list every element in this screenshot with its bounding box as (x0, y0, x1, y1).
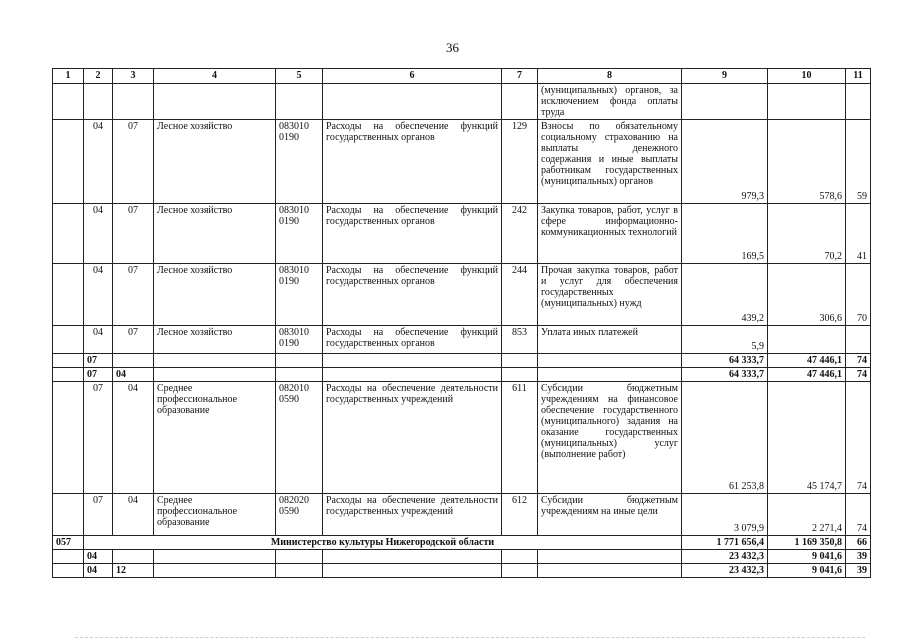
cell-target-article-name: Расходы на обеспечение деятельности государственных учреждений (323, 382, 502, 494)
cell-expense-type-name (538, 354, 682, 368)
cell-empty (502, 564, 538, 578)
cell-section-name: Лесное хозяйство (154, 326, 276, 354)
cell-target-article-name: Расходы на обеспечение функций государственных органов (323, 120, 502, 204)
cell-percent: 39 (846, 550, 871, 564)
cell-section-code (53, 264, 84, 326)
cell-section-name: Среднее профессиональное образование (154, 494, 276, 536)
header-cell: 8 (538, 69, 682, 84)
cell-target-article (276, 84, 323, 120)
cell-plan-amount: 169,5 (682, 204, 768, 264)
cell-expense-type-name: Субсидии бюджетным учреждениям на финансовое обеспечение государственного (муниципального) задания на оказание государственных (муниципальных) услуг (выполнение работ) (538, 382, 682, 494)
cell-section-name: Среднее профессиональное образование (154, 382, 276, 494)
cell-plan-amount: 64 333,7 (682, 354, 768, 368)
cell-section-name (154, 368, 276, 382)
cell-section-name: Лесное хозяйство (154, 204, 276, 264)
cell-actual-amount: 9 041,6 (768, 564, 846, 578)
cell-actual-amount: 45 174,7 (768, 382, 846, 494)
cell-section: 07 (84, 382, 113, 494)
cell-empty (323, 550, 502, 564)
cell-percent: 74 (846, 382, 871, 494)
cell-plan-amount: 439,2 (682, 264, 768, 326)
header-cell: 10 (768, 69, 846, 84)
cell-expense-type: 853 (502, 326, 538, 354)
cell-subsection: 04 (113, 494, 154, 536)
cell-target-article: 082020 0590 (276, 494, 323, 536)
cell-empty (502, 550, 538, 564)
cell-empty (53, 564, 84, 578)
cell-section: 04 (84, 204, 113, 264)
cell-section: 07 (84, 368, 113, 382)
cell-subsection: 12 (113, 564, 154, 578)
cell-subsection: 07 (113, 264, 154, 326)
header-cell: 4 (154, 69, 276, 84)
cell-actual-amount: 47 446,1 (768, 368, 846, 382)
cell-expense-type-name: Прочая закупка товаров, работ и услуг для обеспечения государственных (муниципальных) нужд (538, 264, 682, 326)
cell-expense-type (502, 84, 538, 120)
table-row (53, 84, 871, 120)
cell-actual-amount: 70,2 (768, 204, 846, 264)
cell-empty (323, 564, 502, 578)
cell-percent: 74 (846, 368, 871, 382)
cell-section: 07 (84, 494, 113, 536)
cell-empty (276, 564, 323, 578)
cell-percent: 74 (846, 354, 871, 368)
cell-percent: 59 (846, 120, 871, 204)
cell-section-code (53, 354, 84, 368)
cell-section-code (53, 382, 84, 494)
cell-section-code (53, 204, 84, 264)
cell-section-code (53, 494, 84, 536)
cell-expense-type-name: Субсидии бюджетным учреждениям на иные цели (538, 494, 682, 536)
cell-expense-type: 611 (502, 382, 538, 494)
cell-section: 04 (84, 264, 113, 326)
table-header-row (53, 69, 871, 84)
cell-plan-amount: 1 771 656,4 (682, 536, 768, 550)
cell-section-name: Лесное хозяйство (154, 120, 276, 204)
cell-expense-type-name: Уплата иных платежей (538, 326, 682, 354)
cell-plan-amount (682, 84, 768, 120)
cell-section: 04 (84, 550, 113, 564)
table-body (53, 84, 871, 578)
cell-expense-type-name: Взносы по обязательному социальному страхованию на выплаты денежного содержания и иные выплаты работникам государственных (муниципальных) органов (538, 120, 682, 204)
cell-target-article: 083010 0190 (276, 264, 323, 326)
cell-subsection: 07 (113, 326, 154, 354)
cell-target-article-name: Расходы на обеспечение деятельности государственных учреждений (323, 494, 502, 536)
cell-target-article (276, 354, 323, 368)
cell-empty (154, 564, 276, 578)
cell-target-article: 083010 0190 (276, 204, 323, 264)
cell-subsection: 04 (113, 382, 154, 494)
cell-actual-amount: 1 169 350,8 (768, 536, 846, 550)
table-row (53, 204, 871, 264)
cell-target-article-name: Расходы на обеспечение функций государственных органов (323, 204, 502, 264)
cell-empty (154, 550, 276, 564)
cell-empty (538, 564, 682, 578)
cell-expense-type-name (538, 368, 682, 382)
cell-percent: 74 (846, 494, 871, 536)
cell-actual-amount: 9 041,6 (768, 550, 846, 564)
header-cell: 6 (323, 69, 502, 84)
cell-actual-amount (768, 326, 846, 354)
cell-actual-amount: 47 446,1 (768, 354, 846, 368)
cell-subsection: 07 (113, 204, 154, 264)
cell-target-article-name: Расходы на обеспечение функций государственных органов (323, 264, 502, 326)
cell-target-article: 082010 0590 (276, 382, 323, 494)
cell-section-code (53, 326, 84, 354)
cell-subsection (113, 550, 154, 564)
cell-section: 04 (84, 120, 113, 204)
cell-expense-type: 129 (502, 120, 538, 204)
cell-empty (538, 550, 682, 564)
cell-percent: 39 (846, 564, 871, 578)
cell-subsection (113, 84, 154, 120)
table-row (53, 354, 871, 368)
cell-percent: 41 (846, 204, 871, 264)
cell-percent (846, 326, 871, 354)
cell-expense-type-name: (муниципальных) органов, за исключением фонда оплаты труда (538, 84, 682, 120)
cell-section-code (53, 120, 84, 204)
page-number: 36 (446, 40, 459, 55)
header-cell: 11 (846, 69, 871, 84)
cell-plan-amount: 23 432,3 (682, 550, 768, 564)
cell-subsection: 04 (113, 368, 154, 382)
table-row (53, 494, 871, 536)
table-row (53, 264, 871, 326)
table-row-ministry (53, 536, 871, 550)
cell-plan-amount: 979,3 (682, 120, 768, 204)
cell-plan-amount: 3 079,9 (682, 494, 768, 536)
cell-section: 04 (84, 326, 113, 354)
cell-section-name: Лесное хозяйство (154, 264, 276, 326)
table-row (53, 368, 871, 382)
cell-expense-type: 612 (502, 494, 538, 536)
cell-plan-amount: 23 432,3 (682, 564, 768, 578)
cell-section: 07 (84, 354, 113, 368)
cell-section-name (154, 84, 276, 120)
cell-target-article-name (323, 84, 502, 120)
cell-section-name (154, 354, 276, 368)
cell-empty (53, 550, 84, 564)
cell-subsection (113, 354, 154, 368)
header-cell: 7 (502, 69, 538, 84)
budget-table (52, 68, 871, 578)
cell-actual-amount (768, 84, 846, 120)
table-row (53, 550, 871, 564)
scan-artifact-line (75, 637, 865, 638)
cell-percent: 70 (846, 264, 871, 326)
table-row (53, 564, 871, 578)
cell-ministry-code: 057 (53, 536, 84, 550)
cell-actual-amount: 578,6 (768, 120, 846, 204)
cell-target-article: 083010 0190 (276, 326, 323, 354)
cell-empty (276, 550, 323, 564)
cell-section: 04 (84, 564, 113, 578)
cell-percent (846, 84, 871, 120)
cell-subsection: 07 (113, 120, 154, 204)
cell-expense-type: 242 (502, 204, 538, 264)
cell-plan-amount: 5,9 (682, 326, 768, 354)
header-cell: 3 (113, 69, 154, 84)
cell-percent: 66 (846, 536, 871, 550)
header-cell: 9 (682, 69, 768, 84)
cell-expense-type-name: Закупка товаров, работ, услуг в сфере информационно-коммуникационных технологий (538, 204, 682, 264)
cell-target-article-name: Расходы на обеспечение функций государственных органов (323, 326, 502, 354)
table-row (53, 120, 871, 204)
table-row (53, 382, 871, 494)
header-cell: 5 (276, 69, 323, 84)
cell-section-code (53, 84, 84, 120)
cell-section-code (53, 368, 84, 382)
cell-section (84, 84, 113, 120)
table-row (53, 326, 871, 354)
cell-expense-type (502, 368, 538, 382)
cell-target-article-name (323, 368, 502, 382)
cell-actual-amount: 2 271,4 (768, 494, 846, 536)
header-cell: 1 (53, 69, 84, 84)
cell-ministry-name: Министерство культуры Нижегородской области (84, 536, 682, 550)
header-cell: 2 (84, 69, 113, 84)
cell-plan-amount: 61 253,8 (682, 382, 768, 494)
cell-expense-type: 244 (502, 264, 538, 326)
cell-expense-type (502, 354, 538, 368)
cell-target-article (276, 368, 323, 382)
cell-plan-amount: 64 333,7 (682, 368, 768, 382)
cell-actual-amount: 306,6 (768, 264, 846, 326)
cell-target-article-name (323, 354, 502, 368)
cell-target-article: 083010 0190 (276, 120, 323, 204)
